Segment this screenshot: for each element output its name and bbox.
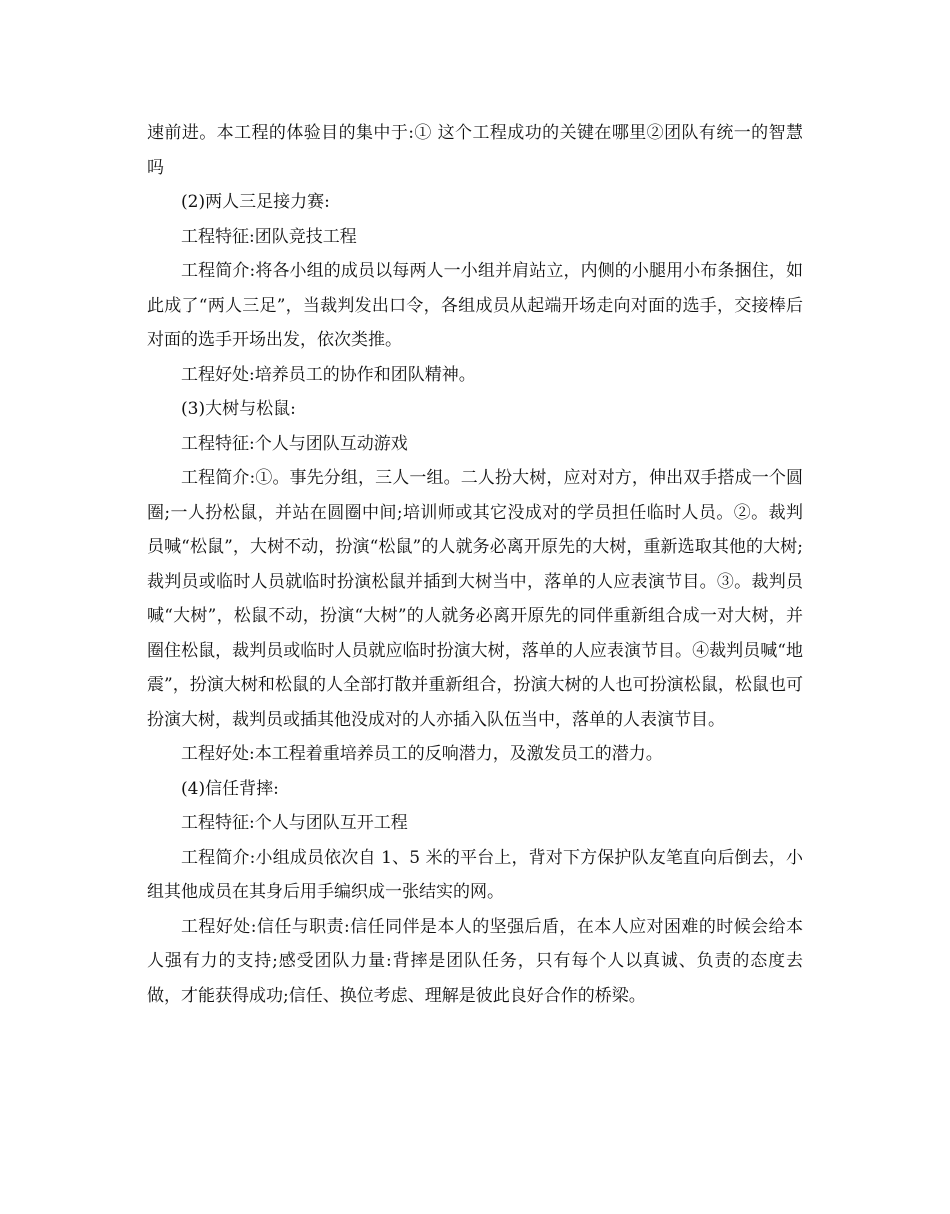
section-heading-tree-and-squirrel: (3)大树与松鼠: <box>181 399 296 419</box>
document-body <box>147 116 803 1013</box>
section-heading-trust-fall: (4)信任背摔: <box>181 778 279 799</box>
paragraph-benefit: 工程好处:培养员工的协作和团队精神。 <box>181 364 476 385</box>
paragraph-feature: 工程特征:个人与团队互开工程 <box>181 813 408 833</box>
paragraph-feature: 工程特征:个人与团队互动游戏 <box>181 433 408 454</box>
paragraph-continuation: 速前进。本工程的体验目的集中于:① 这个工程成功的关键在哪里②团队有统一的智慧吗 <box>147 123 803 178</box>
paragraph-feature: 工程特征:团队竞技工程 <box>181 226 357 247</box>
paragraph-intro: 工程简介:①。事先分组，三人一组。二人扮大树，应对对方，伸出双手搭成一个圆圈;一人扮松鼠，并站在圆圈中间;培训师或其它没成对的学员担任临时人员。②。裁判员喊“松鼠”，大树不动，扮演“松鼠”的人就务必离开原先的大树，重新选取其他的大树;裁判员或临时人员就临时扮演松鼠并插到大树当中，落单的人应表演节目。③。裁判员喊“大树”，松鼠不动，扮演“大树”的人就务必离开原先的同伴重新组合成一对大树，并圈住松鼠，裁判员或临时人员就应临时扮演大树，落单的人应表演节目。④裁判员喊“地震”，扮演大树和松鼠的人全部打散并重新组合，扮演大树的人也可扮演松鼠，松鼠也可扮演大树，裁判员或插其他没成对的人亦插入队伍当中，落单的人表演节目。 <box>147 468 803 730</box>
paragraph-benefit: 工程好处:信任与职责:信任同伴是本人的坚强后盾，在本人应对困难的时候会给本人强有力的支持;感受团队力量:背摔是团队任务，只有每个人以真诚、负责的态度去做，才能获得成功;信任、换位考虑、理解是彼此良好合作的桥梁。 <box>147 916 803 1006</box>
paragraph-benefit: 工程好处:本工程着重培养员工的反响潜力，及激发员工的潜力。 <box>181 744 663 764</box>
paragraph-intro: 工程简介:小组成员依次自 1、5 米的平台上，背对下方保护队友笔直向后倒去，小组其他成员在其身后用手编织成一张结实的网。 <box>147 847 803 902</box>
section-heading-two-person-three-legged: (2)两人三足接力赛: <box>181 192 330 212</box>
paragraph-intro: 工程简介:将各小组的成员以每两人一小组并肩站立，内侧的小腿用小布条捆住，如此成了“两人三足”，当裁判发出口令，各组成员从起端开场走向对面的选手，交接棒后对面的选手开场出发，依次类推。 <box>147 261 803 350</box>
